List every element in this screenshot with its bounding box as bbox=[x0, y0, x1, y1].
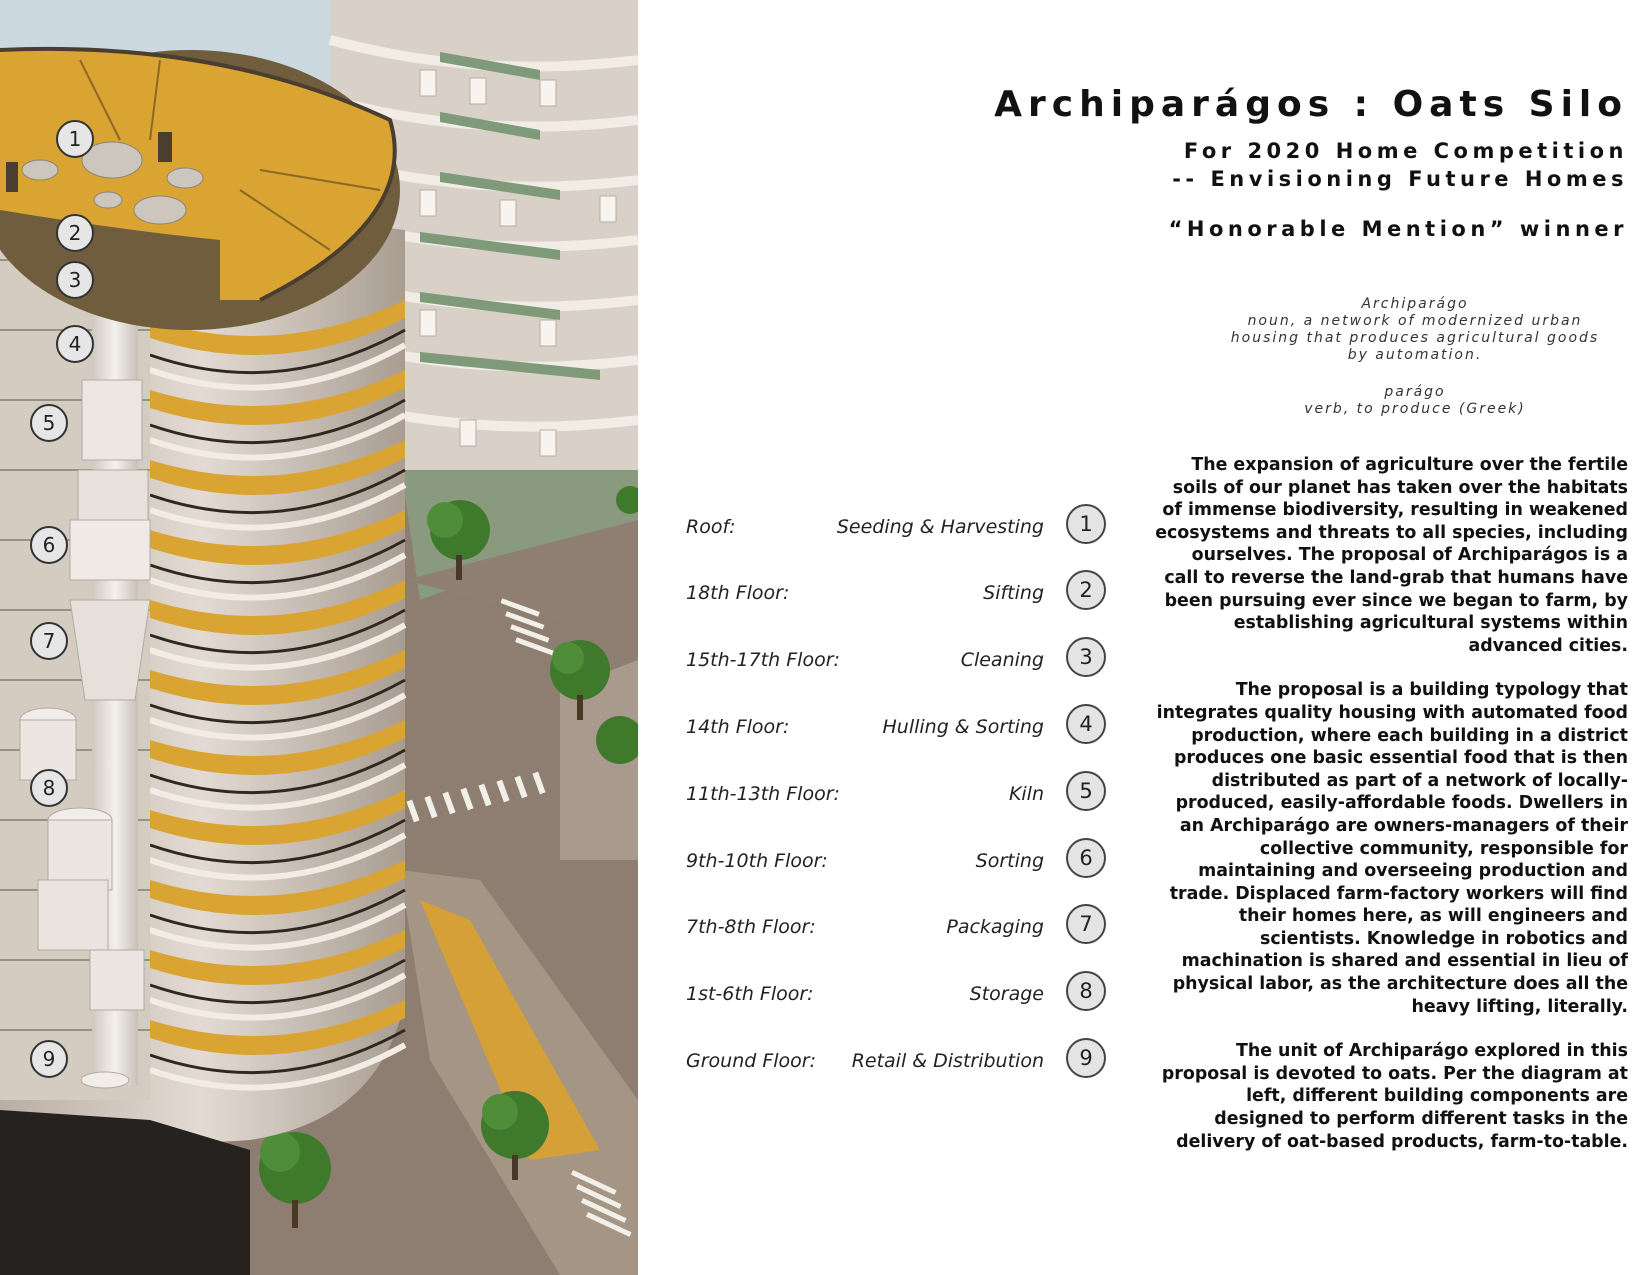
legend-floor: 7th-8th Floor: bbox=[686, 916, 816, 938]
legend-row bbox=[686, 771, 1106, 815]
legend-task: Kiln bbox=[1008, 783, 1044, 805]
legend-row bbox=[686, 637, 1106, 681]
render-marker-3 bbox=[57, 262, 93, 298]
legend-task: Packaging bbox=[946, 916, 1044, 938]
render-marker-7 bbox=[31, 623, 67, 659]
competition-subtitle: For 2020 Home Competition bbox=[1183, 139, 1628, 163]
render-marker-6 bbox=[31, 527, 67, 563]
legend-task: Sifting bbox=[983, 582, 1044, 604]
svg-text:6: 6 bbox=[42, 533, 56, 557]
definition-term: parágo bbox=[1384, 384, 1446, 400]
svg-text:8: 8 bbox=[42, 776, 56, 800]
legend-number-badge: 3 bbox=[1066, 637, 1106, 677]
legend-floor: Ground Floor: bbox=[686, 1050, 817, 1072]
legend-row bbox=[686, 504, 1106, 548]
legend-number-badge: 5 bbox=[1066, 771, 1106, 811]
page-title: Archiparágos : Oats Silo bbox=[994, 84, 1628, 125]
legend-floor: Roof: bbox=[686, 516, 736, 538]
svg-text:7: 7 bbox=[42, 629, 56, 653]
render-marker-9 bbox=[31, 1041, 67, 1077]
render-marker-8 bbox=[31, 770, 67, 806]
legend-row bbox=[686, 904, 1106, 948]
title-block bbox=[994, 84, 1628, 241]
svg-text:3: 3 bbox=[68, 268, 82, 292]
definition-line: verb, to produce (Greek) bbox=[1304, 401, 1526, 417]
competition-tagline: -- Envisioning Future Homes bbox=[1172, 167, 1628, 191]
legend-number-badge: 4 bbox=[1066, 704, 1106, 744]
svg-text:9: 9 bbox=[42, 1047, 56, 1071]
building-section-render bbox=[0, 0, 638, 1275]
legend-task: Hulling & Sorting bbox=[882, 716, 1044, 738]
render-illustration bbox=[0, 0, 638, 1275]
render-marker-2 bbox=[57, 215, 93, 251]
svg-text:1: 1 bbox=[68, 127, 82, 151]
svg-text:4: 4 bbox=[68, 332, 82, 356]
legend-floor: 9th-10th Floor: bbox=[686, 850, 828, 872]
legend-row bbox=[686, 838, 1106, 882]
legend-task: Cleaning bbox=[960, 649, 1044, 671]
description-text bbox=[1155, 454, 1628, 1175]
legend-row bbox=[686, 570, 1106, 614]
legend-number-badge: 7 bbox=[1066, 904, 1106, 944]
description-paragraph: The expansion of agriculture over the fertile soils of our planet has taken over the habitats of immense biodiversity, resulting in weakened ecosystems and threats to all species, including ourselves. The proposal of Archiparágos is a call to reverse the land-grab that humans have been pursuing ever since we began to farm, by establishing agricultural systems within advanced cities. bbox=[1155, 455, 1628, 656]
legend-floor: 15th-17th Floor: bbox=[686, 649, 840, 671]
legend-task: Storage bbox=[969, 983, 1044, 1005]
render-marker-1 bbox=[57, 121, 93, 157]
legend-task: Seeding & Harvesting bbox=[836, 516, 1044, 538]
legend-number-badge: 6 bbox=[1066, 838, 1106, 878]
legend-floor: 14th Floor: bbox=[686, 716, 790, 738]
definition-line: noun, a network of modernized urban bbox=[1247, 313, 1583, 329]
svg-text:5: 5 bbox=[42, 411, 56, 435]
legend-task: Retail & Distribution bbox=[851, 1050, 1044, 1072]
award-label: “Honorable Mention” winner bbox=[1168, 217, 1628, 241]
legend-row bbox=[686, 704, 1106, 748]
legend-floor: 1st-6th Floor: bbox=[686, 983, 814, 1005]
description-paragraph: The unit of Archiparágo explored in this proposal is devoted to oats. Per the diagram at left, different building components are designed to perform different tasks in the delivery of oat-based products, farm-to-table. bbox=[1161, 1041, 1628, 1152]
legend-task: Sorting bbox=[975, 850, 1044, 872]
legend-number-badge: 1 bbox=[1066, 504, 1106, 544]
legend-number-badge: 2 bbox=[1066, 570, 1106, 610]
legend-floor: 11th-13th Floor: bbox=[686, 783, 840, 805]
legend-row bbox=[686, 971, 1106, 1015]
definition-block bbox=[1210, 296, 1620, 418]
description-paragraph: The proposal is a building typology that integrates quality housing with automated food production, where each building in a district produces one basic essential food that is then distributed as part of a network of locally-produced, easily-affordable foods. Dwellers in an Archiparágo are owners-managers of their collective community, responsible for maintaining and overseeing production and trade. Displaced farm-factory workers will find their homes here, as will engineers and scientists. Knowledge in robotics and machination is shared and essential in lieu of physical labor, as the architecture does all the heavy lifting, literally. bbox=[1156, 680, 1628, 1017]
definition-line: by automation. bbox=[1347, 347, 1483, 363]
definition-line: housing that produces agricultural goods bbox=[1230, 330, 1600, 346]
legend-floor: 18th Floor: bbox=[686, 582, 790, 604]
definition-term: Archiparágo bbox=[1361, 296, 1469, 312]
render-marker-4 bbox=[57, 326, 93, 362]
legend-row bbox=[686, 1038, 1106, 1082]
legend-number-badge: 9 bbox=[1066, 1038, 1106, 1078]
render-marker-5 bbox=[31, 405, 67, 441]
legend-number-badge: 8 bbox=[1066, 971, 1106, 1011]
svg-text:2: 2 bbox=[68, 221, 82, 245]
